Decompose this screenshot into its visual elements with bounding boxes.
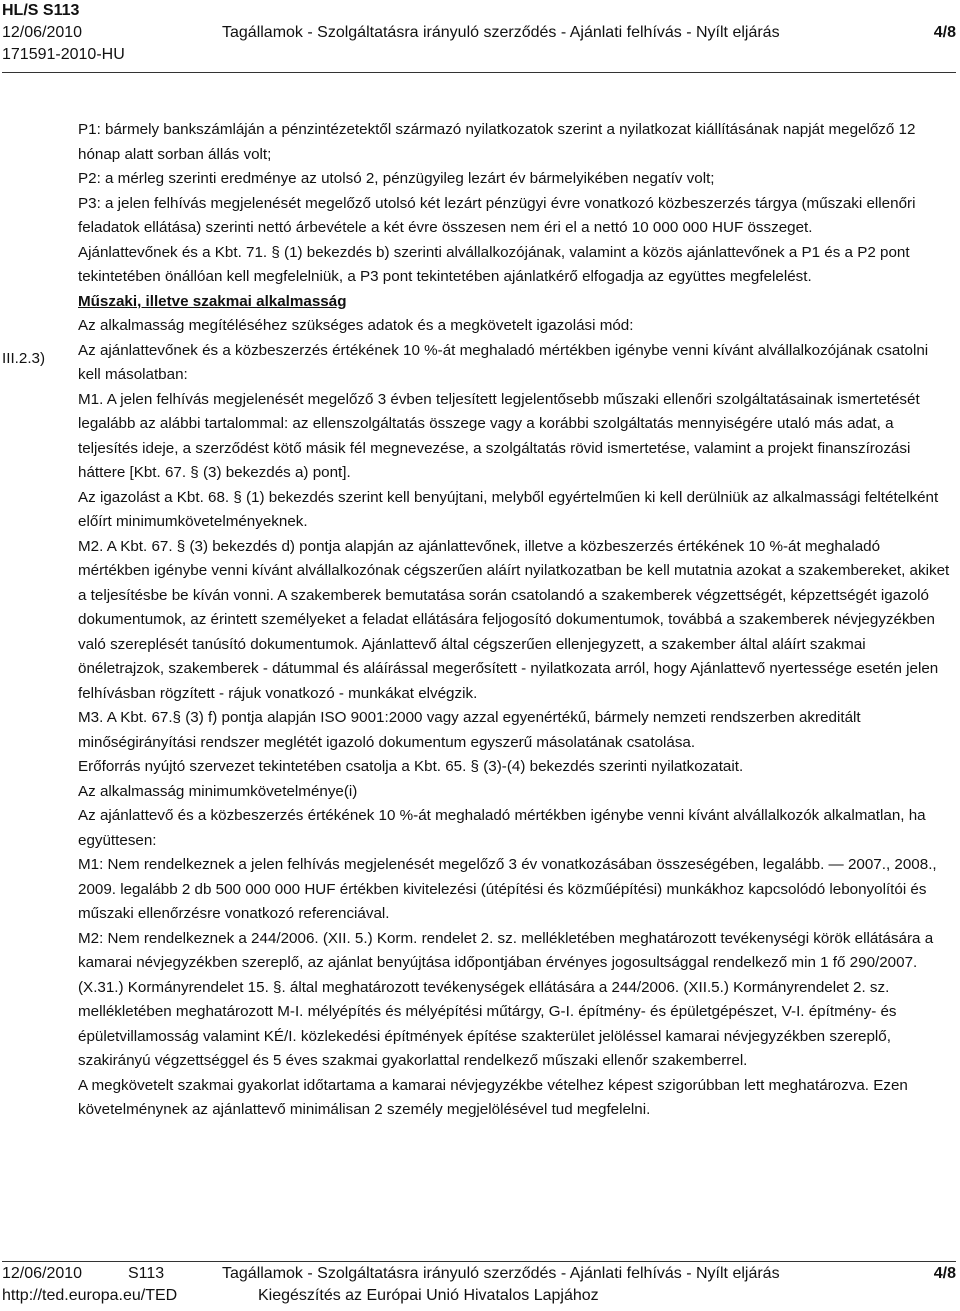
paragraph-data-required: Az alkalmasság megítéléséhez szükséges adatok és a megkövetelt igazolási mód: xyxy=(78,317,634,334)
section-title: Műszaki, illetve szakmai alkalmasság xyxy=(78,292,347,310)
paragraph-m1: M1. A jelen felhívás megjelenését megelőző 3 évben teljesített legjelentősebb műszaki ellenőri szolgáltatásainak ismertetését legalább az alábbi tartalommal: az ellenszolgáltatás összege vagy a korábbi szolgáltatás mennyiségére utaló más adat, a teljesítés ideje, a szerződést kötő másik fél megnevezése, a szolgáltatás rövid ismertetése, valamint a projekt finanszírozási háttere [Kbt. 67. § (3) bekezdés a) pont]. xyxy=(78,390,920,481)
paragraph-practice-duration: A megkövetelt szakmai gyakorlat időtartama a kamarai névjegyzékbe vételhez képest szigorúbban lett meghatározva. Ezen követelménynek az ajánlattevő minimálisan 2 személy megjelölésével tud megfelelni. xyxy=(78,1076,908,1118)
footer-date: 12/06/2010 xyxy=(2,1265,83,1282)
paragraph-p2: P2: a mérleg szerinti eredménye az utolsó 2, pénzügyileg lezárt év bármelyikében negatív volt; xyxy=(78,170,715,187)
paragraph-min-m2: M2: Nem rendelkeznek a 244/2006. (XII. 5.) Korm. rendelet 2. sz. mellékletében meghatározott tevékenységi körök ellátására a kamarai névjegyzékben szereplő, az ajánlat benyújtása időpontjában érvényes jogosultsággal rendelkező min 1 fő 290/2007. (X.31.) Kormányrendelet 15. §. által meghatározott tevékenységek ellátására a 244/2006. (XII.5.) Kormányrendelet 2. sz. mellékletében meghatározott M-I. mélyépítés és mélyépítési műtárgy, G-I. építmény- és épületgépészet, V-I. építmény- és épületvillamosság valamint KÉ/I. közlekedési építmények építése szakterület jelöléssel kamarai névjegyzékben szereplő, szakirányú végzettséggel és 5 éves szakmai gyakorlattal rendelkező műszaki ellenőr szakemberrel. xyxy=(78,929,934,1069)
paragraph-m3: M3. A Kbt. 67.§ (3) f) pontja alapján ISO 9001:2000 vagy azzal egyenértékű, bármely nemzeti rendszerben akreditált minőségirányítási rendszer meglétét igazoló dokumentum egyszerű másolatának csatolása. xyxy=(78,709,861,751)
footer-edition: S113 xyxy=(128,1265,165,1282)
footer-page-number: 4/8 xyxy=(933,1265,956,1282)
footer-divider xyxy=(2,1261,956,1262)
document-body xyxy=(78,118,950,1123)
paragraph-resource: Erőforrás nyújtó szervezet tekintetében csatolja a Kbt. 65. § (3)-(4) bekezdés szerinti nyilatkozatait. xyxy=(78,758,744,775)
header-page-number: 4/8 xyxy=(933,24,956,41)
journal-ref: HL/S S113 xyxy=(2,2,80,19)
paragraph-p3: P3: a jelen felhívás megjelenését megelőző utolsó két lezárt pénzügyi évre vonatkozó közbeszerzés tárgya (műszaki ellenőri feladatok ellátása) szerinti nettó árbevétele a két évre összesen nem éri el a nettó 10 000 000 HUF összeget. xyxy=(78,194,916,236)
paragraph-proof: Az igazolást a Kbt. 68. § (1) bekezdés szerint kell benyújtani, melyből egyértelműen ki kell derülniük az alkalmassági feltételként előírt minimumkövetelményeknek. xyxy=(78,488,939,530)
footer-supplement: Kiegészítés az Európai Unió Hivatalos Lapjához xyxy=(258,1287,599,1304)
page-footer xyxy=(2,1263,956,1307)
header-divider xyxy=(2,72,956,73)
paragraph-min-requirements-heading: Az alkalmasság minimumkövetelménye(i) xyxy=(78,782,358,800)
footer-url[interactable]: http://ted.europa.eu/TED xyxy=(2,1287,178,1304)
paragraph-unfit-if: Az ajánlattevő és a közbeszerzés értékének 10 %-át meghaladó mértékben igénybe venni kívánt alvállalkozók alkalmatlan, ha együttesen: xyxy=(78,807,926,849)
paragraph-p1: P1: bármely bankszámláján a pénzintézetektől származó nyilatkozatok szerint a nyilatkozat kiállításának napját megelőző 12 hónap alatt sorban állás volt; xyxy=(78,121,916,163)
header-notice-id: 171591-2010-HU xyxy=(2,46,125,63)
paragraph-min-m1: M1: Nem rendelkeznek a jelen felhívás megjelenését megelőző 3 év vonatkozásában összeségében, legalább. — 2007., 2008., 2009. legalább 2 db 500 000 000 HUF értékben kivitelezési (útépítési és közműépítési) munkákhoz kapcsolódó lebonyolítói és műszaki ellenőrzésre vonatkozó referenciával. xyxy=(78,856,937,922)
header-date: 12/06/2010 xyxy=(2,24,83,41)
paragraph-m2: M2. A Kbt. 67. § (3) bekezdés d) pontja alapján az ajánlattevőnek, illetve a közbeszerzés értékének 10 %-át meghaladó mértékben igénybe venni kívánt alvállalkozónak cégszerűen aláírt nyilatkozatban be kell mutatnia azokat a szakembereket, akiket a teljesítésbe be kíván vonni. A szakemberek bemutatása során csatolandó a szakemberek végzettségét, képzettségét igazoló dokumentumok, az érintett személyeket a feladat ellátására feljogosító dokumentumok, továbbá a szakemberek névjegyzékben való szereplését tanúsító dokumentumok. Ajánlattevő által cégszerűen ellenjegyzett, a szakember által aláírt szakmai önéletrajzok, szakemberek - dátummal és aláírással megerősített - nyilatkozata arról, hogy Ajánlattevő nyertessége esetén jelen felhívásban rögzített - rájuk vonatkozó - munkákat elvégzik. xyxy=(78,537,950,702)
page-header xyxy=(2,0,956,66)
section-number: III.2.3) xyxy=(2,350,46,367)
footer-notice-title: Tagállamok - Szolgáltatásra irányuló szerződés - Ajánlati felhívás - Nyílt eljárás xyxy=(222,1265,780,1282)
paragraph-attach: Az ajánlattevőnek és a közbeszerzés értékének 10 %-át meghaladó mértékben igénybe venni kívánt alvállalkozójának csatolni kell másolatban: xyxy=(78,341,929,383)
paragraph-subcontractor: Ajánlattevőnek és a Kbt. 71. § (1) bekezdés b) szerinti alvállalkozójának, valamint a közös ajánlattevőnek a P1 és a P2 pont tekintetében önállóan kell megfelelniük, a P3 pont tekintetében ajánlatkérő elfogadja az együttes megfelelést. xyxy=(78,243,910,285)
header-notice-title: Tagállamok - Szolgáltatásra irányuló szerződés - Ajánlati felhívás - Nyílt eljárás xyxy=(222,24,780,41)
